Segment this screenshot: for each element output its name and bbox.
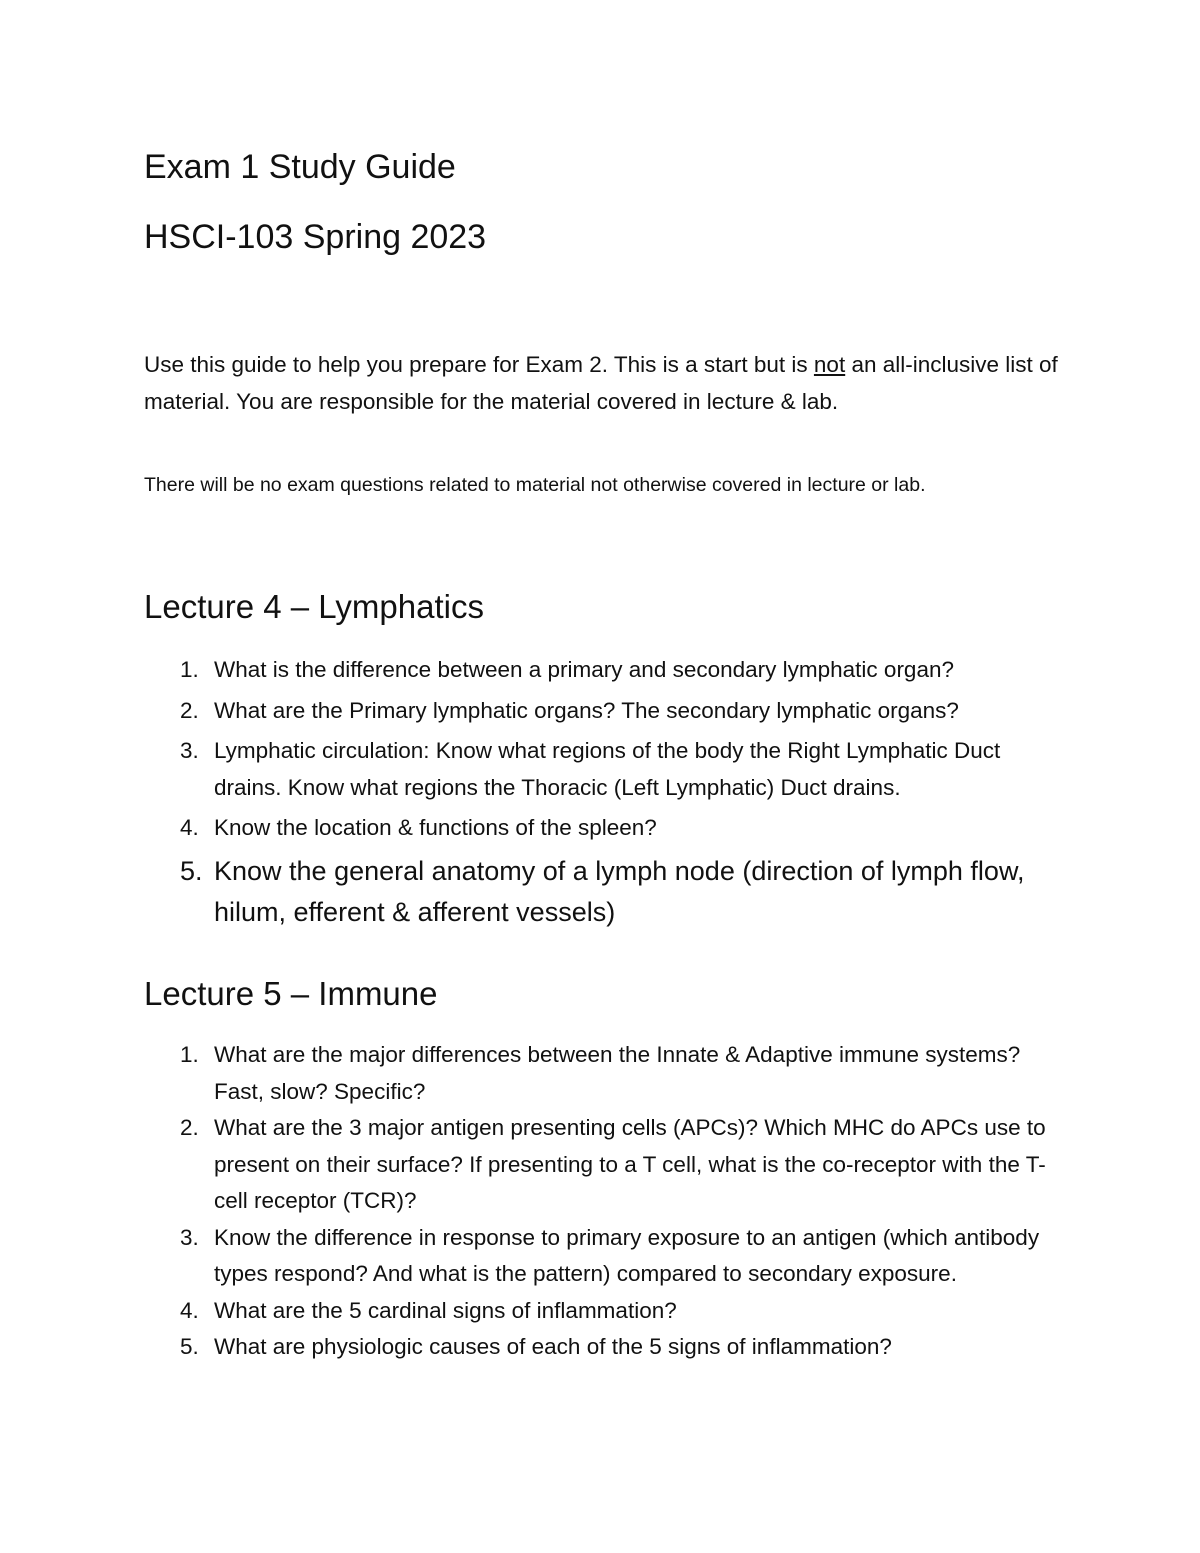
item-number: 5. [180, 855, 203, 886]
item-text: What is the difference between a primary and secondary lymphatic organ? [214, 657, 954, 682]
intro-text-start: Use this guide to help you prepare for Exam 2. This is a start but is [144, 352, 814, 377]
item-text: What are physiologic causes of each of the 5 signs of inflammation? [214, 1334, 892, 1359]
document-title: Exam 1 Study Guide [144, 148, 456, 186]
item-text: Know the general anatomy of a lymph node (direction of lymph flow, hilum, efferent & afferent vessels) [214, 855, 1025, 927]
item-number: 3. [180, 738, 199, 763]
lecture-4-question-list [144, 652, 1044, 937]
item-number: 4. [180, 1297, 199, 1323]
item-text: What are the Primary lymphatic organs? The secondary lymphatic organs? [214, 697, 959, 723]
list-item [144, 1293, 1074, 1330]
item-number: 5. [180, 1334, 199, 1359]
disclaimer-note: There will be no exam questions related to material not otherwise covered in lecture or lab. [144, 474, 926, 496]
item-text: Know the location & functions of the spleen? [214, 815, 657, 840]
item-text: Know the difference in response to primary exposure to an antigen (which antibody types respond? And what is the pattern) compared to secondary exposure. [214, 1224, 1040, 1286]
item-number: 1. [180, 1042, 199, 1067]
intro-emphasis: not [813, 352, 846, 377]
list-item [144, 693, 1044, 730]
course-subtitle: HSCI-103 Spring 2023 [144, 218, 487, 256]
item-text: What are the 5 cardinal signs of inflammation? [214, 1297, 677, 1323]
lecture-5-heading: Lecture 5 – Immune [144, 975, 438, 1012]
list-item [144, 1110, 1074, 1220]
list-item [144, 1220, 1074, 1293]
item-text: What are the 3 major antigen presenting cells (APCs)? Which MHC do APCs use to present on their surface? If presenting to a T cell, what is the co-receptor with the T-cell receptor (TCR)? [214, 1115, 1046, 1213]
item-number: 2. [180, 1115, 199, 1140]
item-text: Lymphatic circulation: Know what regions of the body the Right Lymphatic Duct drains. Know what regions the Thoracic (Left Lymphatic) Duct drains. [214, 738, 1001, 800]
list-item [144, 1037, 1074, 1110]
intro-text-end: an all-inclusive list of material. You are responsible for the material covered in lecture & lab. [144, 352, 1058, 414]
item-number: 4. [180, 815, 199, 840]
item-number: 1. [180, 657, 199, 682]
lecture-5-question-list [144, 1037, 1074, 1366]
list-item [144, 733, 1044, 806]
list-item [144, 851, 1044, 933]
list-item [144, 810, 1044, 847]
item-text: What are the major differences between the Innate & Adaptive immune systems? Fast, slow? Specific? [214, 1042, 1021, 1104]
item-number: 2. [180, 697, 199, 723]
list-item [144, 652, 1044, 689]
item-number: 3. [180, 1224, 199, 1250]
lecture-4-heading: Lecture 4 – Lymphatics [144, 588, 484, 625]
intro-paragraph [144, 346, 1064, 420]
list-item [144, 1329, 1074, 1366]
